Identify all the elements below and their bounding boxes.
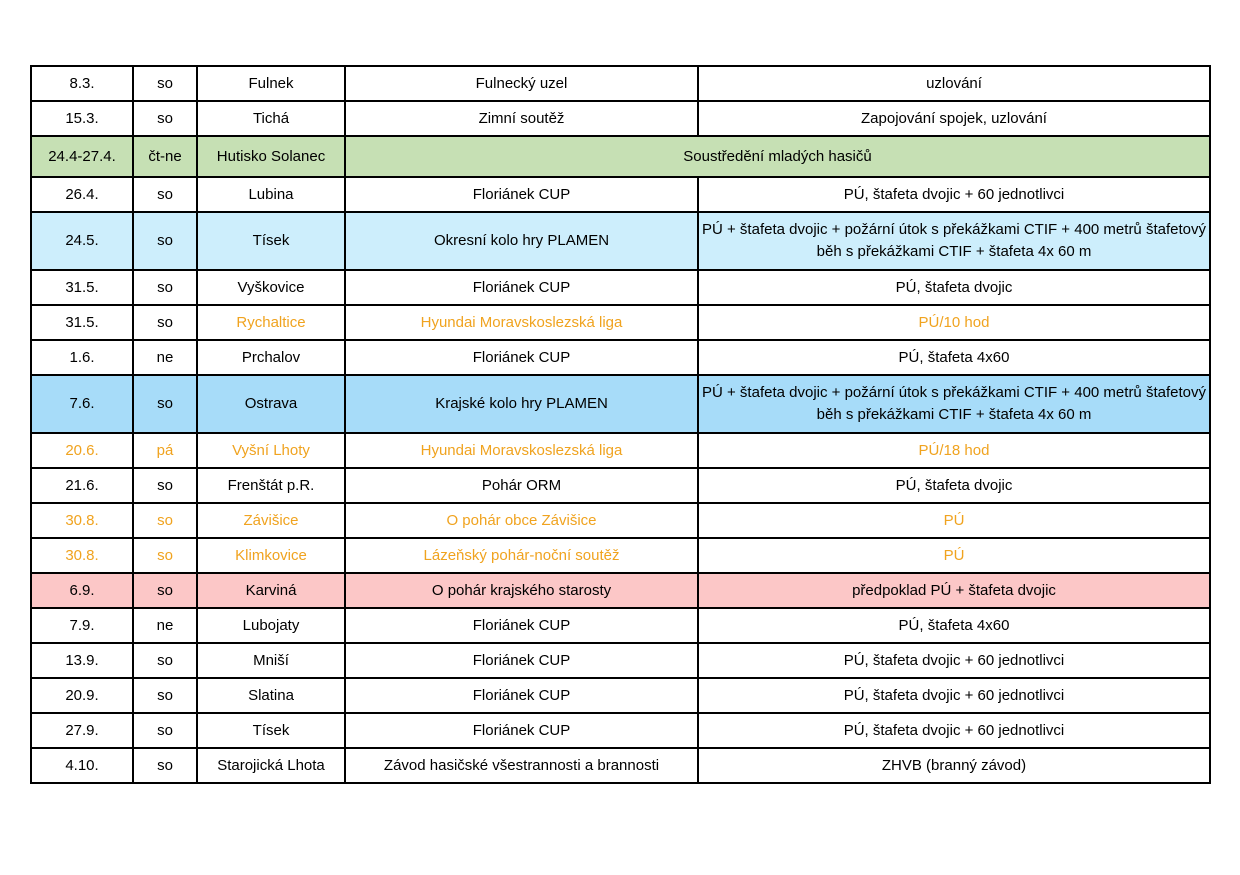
discipline-cell: PÚ, štafeta dvojic + 60 jednotlivci: [698, 678, 1210, 713]
table-row: [31, 270, 1210, 305]
place-cell: Rychaltice: [197, 305, 345, 340]
date-cell: 7.6.: [31, 375, 133, 433]
table-row: [31, 678, 1210, 713]
place-cell: Ostrava: [197, 375, 345, 433]
place-cell: Prchalov: [197, 340, 345, 375]
date-cell: 30.8.: [31, 538, 133, 573]
table-row: [31, 305, 1210, 340]
day-cell: so: [133, 270, 197, 305]
date-cell: 21.6.: [31, 468, 133, 503]
discipline-cell: PÚ: [698, 538, 1210, 573]
event-cell: Floriánek CUP: [345, 678, 698, 713]
day-cell: so: [133, 375, 197, 433]
date-cell: 31.5.: [31, 305, 133, 340]
date-cell: 4.10.: [31, 748, 133, 783]
discipline-cell: PÚ, štafeta dvojic + 60 jednotlivci: [698, 713, 1210, 748]
table-row: [31, 136, 1210, 177]
event-cell: Floriánek CUP: [345, 643, 698, 678]
discipline-cell: PÚ, štafeta 4x60: [698, 340, 1210, 375]
day-cell: so: [133, 305, 197, 340]
event-cell: O pohár obce Závišice: [345, 503, 698, 538]
discipline-cell: PÚ, štafeta dvojic: [698, 468, 1210, 503]
date-cell: 31.5.: [31, 270, 133, 305]
date-cell: 26.4.: [31, 177, 133, 212]
place-cell: Mniší: [197, 643, 345, 678]
discipline-cell: PÚ, štafeta dvojic + 60 jednotlivci: [698, 643, 1210, 678]
date-cell: 13.9.: [31, 643, 133, 678]
day-cell: so: [133, 748, 197, 783]
place-cell: Slatina: [197, 678, 345, 713]
discipline-cell: PÚ: [698, 503, 1210, 538]
place-cell: Vyškovice: [197, 270, 345, 305]
discipline-cell: PÚ, štafeta dvojic + 60 jednotlivci: [698, 177, 1210, 212]
table-row: [31, 101, 1210, 136]
table-row: [31, 748, 1210, 783]
day-cell: so: [133, 468, 197, 503]
event-cell: Zimní soutěž: [345, 101, 698, 136]
day-cell: so: [133, 212, 197, 270]
event-cell: Floriánek CUP: [345, 340, 698, 375]
day-cell: so: [133, 678, 197, 713]
table-row: [31, 177, 1210, 212]
place-cell: Lubina: [197, 177, 345, 212]
place-cell: Karviná: [197, 573, 345, 608]
discipline-cell: PÚ, štafeta dvojic: [698, 270, 1210, 305]
date-cell: 15.3.: [31, 101, 133, 136]
table-row: [31, 713, 1210, 748]
table-row: [31, 608, 1210, 643]
place-cell: Tísek: [197, 212, 345, 270]
table-row: [31, 340, 1210, 375]
day-cell: so: [133, 713, 197, 748]
discipline-cell: PÚ, štafeta 4x60: [698, 608, 1210, 643]
place-cell: Fulnek: [197, 66, 345, 101]
date-cell: 20.9.: [31, 678, 133, 713]
event-cell: Hyundai Moravskoslezská liga: [345, 433, 698, 468]
date-cell: 8.3.: [31, 66, 133, 101]
date-cell: 30.8.: [31, 503, 133, 538]
place-cell: Klimkovice: [197, 538, 345, 573]
day-cell: so: [133, 101, 197, 136]
discipline-cell: PÚ + štafeta dvojic + požární útok s překážkami CTIF + 400 metrů štafetový běh s překážkami CTIF + štafeta 4x 60 m: [698, 375, 1210, 433]
place-cell: Závišice: [197, 503, 345, 538]
date-cell: 24.5.: [31, 212, 133, 270]
place-cell: Frenštát p.R.: [197, 468, 345, 503]
place-cell: Vyšní Lhoty: [197, 433, 345, 468]
date-cell: 27.9.: [31, 713, 133, 748]
table-row: [31, 538, 1210, 573]
discipline-cell: uzlování: [698, 66, 1210, 101]
date-cell: 20.6.: [31, 433, 133, 468]
date-cell: 6.9.: [31, 573, 133, 608]
table-row: [31, 433, 1210, 468]
day-cell: so: [133, 503, 197, 538]
place-cell: Lubojaty: [197, 608, 345, 643]
discipline-cell: PÚ + štafeta dvojic + požární útok s překážkami CTIF + 400 metrů štafetový běh s překážkami CTIF + štafeta 4x 60 m: [698, 212, 1210, 270]
day-cell: čt-ne: [133, 136, 197, 177]
event-cell: Závod hasičské všestrannosti a brannosti: [345, 748, 698, 783]
table-row: [31, 503, 1210, 538]
competition-schedule-table: [30, 65, 1211, 784]
date-cell: 24.4-27.4.: [31, 136, 133, 177]
discipline-cell: Zapojování spojek, uzlování: [698, 101, 1210, 136]
event-cell: Hyundai Moravskoslezská liga: [345, 305, 698, 340]
day-cell: so: [133, 573, 197, 608]
event-cell: Floriánek CUP: [345, 713, 698, 748]
discipline-cell: PÚ/18 hod: [698, 433, 1210, 468]
day-cell: pá: [133, 433, 197, 468]
discipline-cell: ZHVB (branný závod): [698, 748, 1210, 783]
table-row: [31, 643, 1210, 678]
day-cell: ne: [133, 340, 197, 375]
event-cell: Floriánek CUP: [345, 270, 698, 305]
day-cell: so: [133, 538, 197, 573]
table-row: [31, 212, 1210, 270]
place-cell: Tísek: [197, 713, 345, 748]
event-cell: Lázeňský pohár-noční soutěž: [345, 538, 698, 573]
discipline-cell: předpoklad PÚ + štafeta dvojic: [698, 573, 1210, 608]
event-cell: Soustředění mladých hasičů: [345, 136, 1210, 177]
event-cell: Okresní kolo hry PLAMEN: [345, 212, 698, 270]
table-row: [31, 66, 1210, 101]
table-row: [31, 468, 1210, 503]
place-cell: Tichá: [197, 101, 345, 136]
day-cell: so: [133, 177, 197, 212]
event-cell: Pohár ORM: [345, 468, 698, 503]
event-cell: Fulnecký uzel: [345, 66, 698, 101]
event-cell: Krajské kolo hry PLAMEN: [345, 375, 698, 433]
event-cell: Floriánek CUP: [345, 177, 698, 212]
table-row: [31, 573, 1210, 608]
day-cell: so: [133, 66, 197, 101]
discipline-cell: PÚ/10 hod: [698, 305, 1210, 340]
event-cell: O pohár krajského starosty: [345, 573, 698, 608]
date-cell: 1.6.: [31, 340, 133, 375]
day-cell: so: [133, 643, 197, 678]
place-cell: Starojická Lhota: [197, 748, 345, 783]
event-cell: Floriánek CUP: [345, 608, 698, 643]
date-cell: 7.9.: [31, 608, 133, 643]
place-cell: Hutisko Solanec: [197, 136, 345, 177]
table-row: [31, 375, 1210, 433]
day-cell: ne: [133, 608, 197, 643]
